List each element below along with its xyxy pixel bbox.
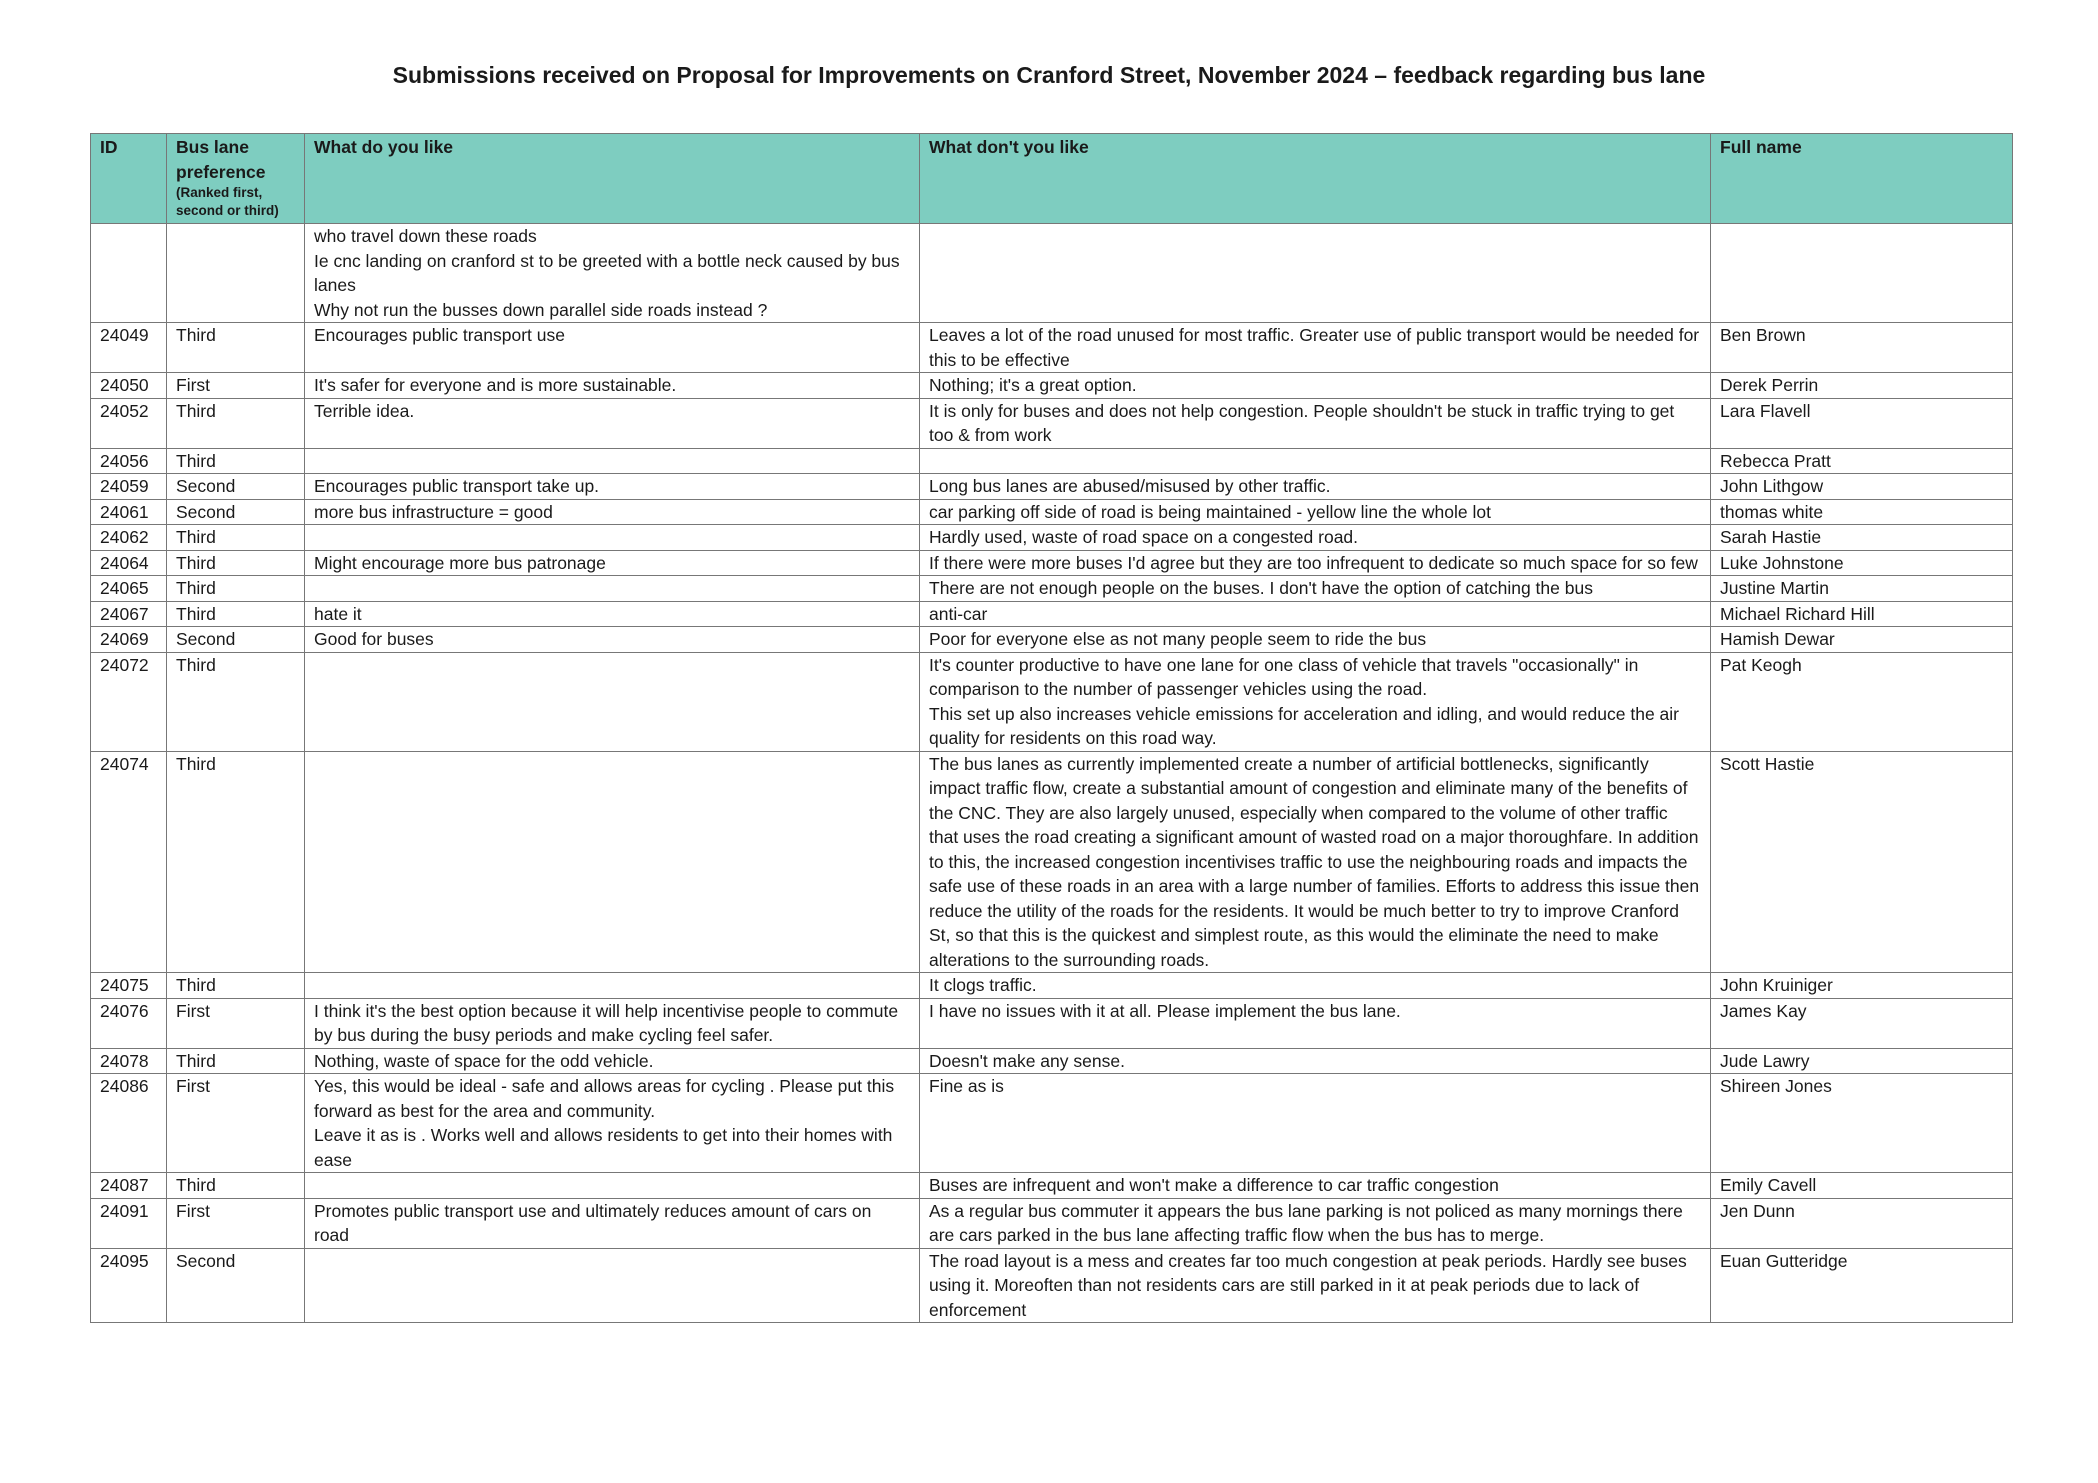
cell-preference: Third <box>167 751 305 973</box>
table-row <box>91 474 2013 500</box>
cell-what-you-dont-like: It's counter productive to have one lane for one class of vehicle that travels "occasionally" in comparison to the number of passenger vehicles using the road. This set up also increases vehicle emissions for acceleration and idling, and would reduce the air quality for residents on this road way. <box>920 652 1711 751</box>
cell-what-you-dont-like: As a regular bus commuter it appears the bus lane parking is not policed as many mornings there are cars parked in the bus lane affecting traffic flow when the bus has to merge. <box>920 1198 1711 1248</box>
cell-preference: Second <box>167 1248 305 1323</box>
cell-what-you-dont-like: Poor for everyone else as not many people seem to ride the bus <box>920 627 1711 653</box>
header-what-you-dont-like: What don't you like <box>920 134 1711 224</box>
cell-preference <box>167 224 305 323</box>
table-row <box>91 448 2013 474</box>
cell-what-you-dont-like: Nothing; it's a great option. <box>920 373 1711 399</box>
cell-what-you-like: more bus infrastructure = good <box>305 499 920 525</box>
cell-what-you-like <box>305 652 920 751</box>
cell-preference: Third <box>167 448 305 474</box>
table-row <box>91 323 2013 373</box>
cell-preference: Third <box>167 601 305 627</box>
cell-preference: First <box>167 1074 305 1173</box>
table-row <box>91 550 2013 576</box>
cell-what-you-dont-like: If there were more buses I'd agree but they are too infrequent to dedicate so much space for so few <box>920 550 1711 576</box>
table-row <box>91 652 2013 751</box>
cell-id: 24072 <box>91 652 167 751</box>
cell-id: 24075 <box>91 973 167 999</box>
cell-preference: Third <box>167 1048 305 1074</box>
cell-id: 24067 <box>91 601 167 627</box>
table-row <box>91 1248 2013 1323</box>
header-full-name: Full name <box>1711 134 2013 224</box>
cell-what-you-dont-like: Buses are infrequent and won't make a difference to car traffic congestion <box>920 1173 1711 1199</box>
cell-preference: First <box>167 373 305 399</box>
cell-what-you-like <box>305 1173 920 1199</box>
cell-what-you-like: Encourages public transport take up. <box>305 474 920 500</box>
cell-id: 24052 <box>91 398 167 448</box>
table-header-row <box>91 134 2013 224</box>
cell-full-name: Lara Flavell <box>1711 398 2013 448</box>
cell-full-name: Jen Dunn <box>1711 1198 2013 1248</box>
cell-what-you-dont-like: Hardly used, waste of road space on a congested road. <box>920 525 1711 551</box>
cell-what-you-dont-like <box>920 224 1711 323</box>
table-row <box>91 973 2013 999</box>
table-row <box>91 224 2013 323</box>
table-body <box>91 224 2013 1323</box>
cell-id: 24078 <box>91 1048 167 1074</box>
cell-preference: Third <box>167 525 305 551</box>
cell-what-you-like <box>305 973 920 999</box>
cell-what-you-like: who travel down these roads Ie cnc landing on cranford st to be greeted with a bottle neck caused by bus lanes Why not run the busses down parallel side roads instead ? <box>305 224 920 323</box>
cell-full-name <box>1711 224 2013 323</box>
cell-full-name: Euan Gutteridge <box>1711 1248 2013 1323</box>
cell-what-you-like: Encourages public transport use <box>305 323 920 373</box>
cell-full-name: Justine Martin <box>1711 576 2013 602</box>
cell-what-you-dont-like: The bus lanes as currently implemented create a number of artificial bottlenecks, significantly impact traffic flow, create a substantial amount of congestion and eliminate many of the benefits of the CNC. They are also largely unused, especially when compared to the volume of other traffic that uses the road creating a significant amount of wasted road on a major thoroughfare. In addition to this, the increased congestion incentivises traffic to use the neighbouring roads and impacts the safe use of these roads in an area with a large number of families. Efforts to address this issue then reduce the utility of the roads for the residents. It would be much better to try to improve Cranford St, so that this is the quickest and simplest route, as this would the eliminate the need to make alterations to the surrounding roads. <box>920 751 1711 973</box>
cell-what-you-like: Promotes public transport use and ultimately reduces amount of cars on road <box>305 1198 920 1248</box>
cell-what-you-dont-like: There are not enough people on the buses. I don't have the option of catching the bus <box>920 576 1711 602</box>
header-bus-lane-preference <box>167 134 305 224</box>
cell-full-name: John Kruiniger <box>1711 973 2013 999</box>
cell-id: 24050 <box>91 373 167 399</box>
cell-preference: Second <box>167 627 305 653</box>
cell-preference: First <box>167 998 305 1048</box>
table-row <box>91 627 2013 653</box>
table-row <box>91 1198 2013 1248</box>
cell-what-you-dont-like: It clogs traffic. <box>920 973 1711 999</box>
cell-what-you-dont-like: car parking off side of road is being maintained - yellow line the whole lot <box>920 499 1711 525</box>
table-row <box>91 525 2013 551</box>
cell-preference: Third <box>167 323 305 373</box>
cell-id: 24095 <box>91 1248 167 1323</box>
table-row <box>91 751 2013 973</box>
cell-id: 24065 <box>91 576 167 602</box>
cell-what-you-like <box>305 751 920 973</box>
cell-id <box>91 224 167 323</box>
cell-full-name: Sarah Hastie <box>1711 525 2013 551</box>
cell-what-you-like: Good for buses <box>305 627 920 653</box>
cell-id: 24086 <box>91 1074 167 1173</box>
cell-id: 24076 <box>91 998 167 1048</box>
cell-id: 24069 <box>91 627 167 653</box>
cell-id: 24091 <box>91 1198 167 1248</box>
cell-id: 24061 <box>91 499 167 525</box>
cell-what-you-like <box>305 525 920 551</box>
cell-full-name: Hamish Dewar <box>1711 627 2013 653</box>
cell-full-name: Derek Perrin <box>1711 373 2013 399</box>
cell-what-you-dont-like: Long bus lanes are abused/misused by other traffic. <box>920 474 1711 500</box>
cell-preference: Second <box>167 499 305 525</box>
table-row <box>91 1173 2013 1199</box>
table-row <box>91 1048 2013 1074</box>
cell-preference: Third <box>167 652 305 751</box>
cell-preference: Third <box>167 973 305 999</box>
table-row <box>91 398 2013 448</box>
cell-what-you-dont-like: anti-car <box>920 601 1711 627</box>
table-row <box>91 1074 2013 1173</box>
cell-full-name: Pat Keogh <box>1711 652 2013 751</box>
cell-preference: Third <box>167 550 305 576</box>
cell-full-name: John Lithgow <box>1711 474 2013 500</box>
cell-what-you-dont-like <box>920 448 1711 474</box>
header-what-you-like: What do you like <box>305 134 920 224</box>
cell-what-you-like: Yes, this would be ideal - safe and allows areas for cycling . Please put this forward as best for the area and community. Leave it as is . Works well and allows residents to get into their homes with ease <box>305 1074 920 1173</box>
page-title: Submissions received on Proposal for Improvements on Cranford Street, November 2024 – feedback regarding bus lane <box>392 62 1706 88</box>
cell-preference: Third <box>167 576 305 602</box>
cell-what-you-dont-like: It is only for buses and does not help congestion. People shouldn't be stuck in traffic trying to get too & from work <box>920 398 1711 448</box>
cell-what-you-like: Might encourage more bus patronage <box>305 550 920 576</box>
cell-preference: First <box>167 1198 305 1248</box>
cell-full-name: Rebecca Pratt <box>1711 448 2013 474</box>
cell-full-name: James Kay <box>1711 998 2013 1048</box>
cell-what-you-like: It's safer for everyone and is more sustainable. <box>305 373 920 399</box>
cell-full-name: Jude Lawry <box>1711 1048 2013 1074</box>
cell-full-name: thomas white <box>1711 499 2013 525</box>
cell-preference: Second <box>167 474 305 500</box>
cell-id: 24062 <box>91 525 167 551</box>
cell-what-you-like <box>305 1248 920 1323</box>
cell-what-you-like: Nothing, waste of space for the odd vehicle. <box>305 1048 920 1074</box>
cell-what-you-like <box>305 448 920 474</box>
cell-full-name: Shireen Jones <box>1711 1074 2013 1173</box>
cell-id: 24059 <box>91 474 167 500</box>
cell-what-you-dont-like: Doesn't make any sense. <box>920 1048 1711 1074</box>
cell-full-name: Luke Johnstone <box>1711 550 2013 576</box>
submissions-table <box>90 133 2013 1323</box>
cell-what-you-like: hate it <box>305 601 920 627</box>
cell-full-name: Michael Richard Hill <box>1711 601 2013 627</box>
cell-id: 24064 <box>91 550 167 576</box>
cell-preference: Third <box>167 1173 305 1199</box>
cell-full-name: Ben Brown <box>1711 323 2013 373</box>
table-row <box>91 373 2013 399</box>
cell-full-name: Scott Hastie <box>1711 751 2013 973</box>
cell-id: 24056 <box>91 448 167 474</box>
cell-what-you-dont-like: The road layout is a mess and creates far too much congestion at peak periods. Hardly see buses using it. Moreoften than not residents cars are still parked in it at peak periods due to lack of enforcement <box>920 1248 1711 1323</box>
cell-id: 24049 <box>91 323 167 373</box>
cell-id: 24087 <box>91 1173 167 1199</box>
cell-what-you-dont-like: I have no issues with it at all. Please implement the bus lane. <box>920 998 1711 1048</box>
cell-what-you-like: Terrible idea. <box>305 398 920 448</box>
cell-what-you-dont-like: Leaves a lot of the road unused for most traffic. Greater use of public transport would be needed for this to be effective <box>920 323 1711 373</box>
table-row <box>91 998 2013 1048</box>
cell-full-name: Emily Cavell <box>1711 1173 2013 1199</box>
header-pref-label: Bus lane preference <box>176 137 266 182</box>
cell-what-you-dont-like: Fine as is <box>920 1074 1711 1173</box>
table-row <box>91 601 2013 627</box>
table-row <box>91 576 2013 602</box>
cell-id: 24074 <box>91 751 167 973</box>
table-row <box>91 499 2013 525</box>
header-id: ID <box>91 134 167 224</box>
cell-preference: Third <box>167 398 305 448</box>
cell-what-you-like: I think it's the best option because it will help incentivise people to commute by bus during the busy periods and make cycling feel safer. <box>305 998 920 1048</box>
cell-what-you-like <box>305 576 920 602</box>
header-pref-subtitle: (Ranked first, second or third) <box>176 185 279 218</box>
